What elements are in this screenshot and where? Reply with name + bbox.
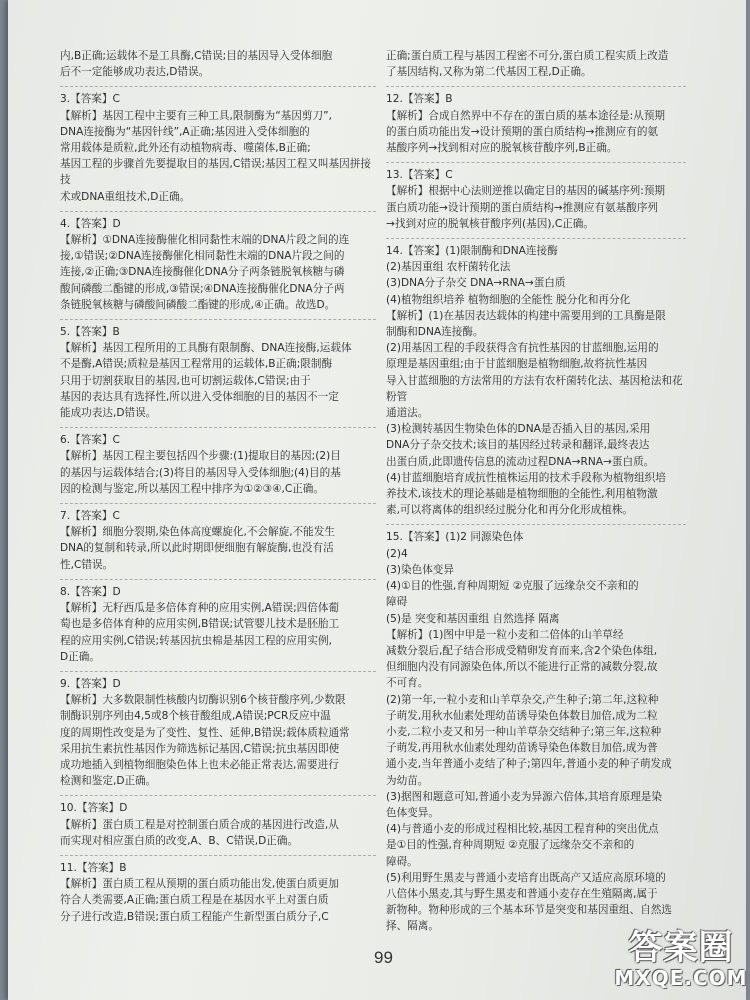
answer-line: 【解析】蛋白质工程是对控制蛋白质合成的基因进行改造,从 [60, 818, 339, 831]
answer-line: 导入甘蓝细胞的方法常用的方法有农杆菌转化法、基因枪法和花粉管 [386, 374, 683, 403]
answer-line: 【解析】基因工程中主要有三种工具,限制酶为“基因剪刀”, [60, 109, 332, 122]
answer-line: 不是酶,A错误;质粒是基因工程常用的运载体,B正确;限制酶 [60, 358, 333, 371]
answer-line: (5)是 突变和基因重组 自然选择 隔离 [386, 612, 560, 625]
answer-line: (2)用基因工程的手段获得含有抗性基因的甘蓝细胞,运用的 [386, 342, 659, 355]
answer-line: 减数分裂后,配子结合形成受精卵发育而来,含2个染色体组, [386, 644, 658, 657]
answer-line: 出蛋白质,此即遗传信息的流动过程DNA→RNA→蛋白质。 [386, 455, 655, 468]
answer-separator [60, 855, 376, 856]
answer-line: 障碍 [386, 596, 408, 609]
answer-line: (3)检测转基因生物染色体的DNA是否插入目的基因,采用 [386, 423, 651, 436]
answer-line: 色体变异。 [386, 806, 439, 819]
answer-line: 14.【答案】(1)限制酶和DNA连接酶 [386, 245, 558, 258]
answer-line: 【解析】(1)图中甲是一粒小麦和二倍体的山羊草经 [386, 628, 624, 641]
answer-separator [60, 671, 376, 672]
answer-line: 择、隔离。 [386, 920, 439, 933]
answer-line: 内,B正确;运载体不是工具酶,C错误;目的基因导入受体细胞 [60, 50, 333, 62]
answer-line: 的基因与运载体结合;(3)将目的基因导入受体细胞;(4)目的基 [60, 466, 341, 479]
watermark-logo [612, 920, 750, 1000]
answer-line: (5)利用野生黑麦与普通小麦培育出既高产又适应高原环境的 [386, 871, 666, 884]
answer-line: 13.【答案】C [386, 169, 453, 182]
answer-line: 原理是基因重组;由于甘蓝细胞是植物细胞,故将抗性基因 [386, 358, 648, 371]
answer-line: 的蛋白质功能出发→设计预期的蛋白质结构→推测应有的氨 [386, 125, 659, 138]
answer-line: 4.【答案】D [60, 217, 121, 230]
answer-separator [386, 238, 686, 239]
answer-line: 障碍。 [386, 855, 418, 868]
answer-line: 基因的表达具有选择性,所以进入受体细胞的目的基因不一定 [60, 390, 339, 403]
answer-line: 度的周期性改变是为了变性、复性、延伸,B错误;载体质粒通常 [60, 726, 350, 739]
answer-line: DNA连接酶为“基因针线”,A正确;基因进入受体细胞的 [60, 125, 310, 138]
answer-line: 3.【答案】C [60, 93, 120, 106]
answer-line: 基酸序列→找到相对应的脱氧核苷酸序列,B正确。 [386, 142, 618, 155]
answer-line: (2)第一年,一粒小麦和山羊草杂交,产生种子;第二年,这粒种 [386, 693, 659, 706]
answer-block [60, 860, 376, 925]
answer-block [386, 167, 686, 232]
answer-line: 连接,②正确;③DNA连接酶催化DNA分子两条链脱氧核糖与磷 [60, 266, 345, 279]
answer-block [60, 676, 376, 789]
answer-line: 5.【答案】B [60, 326, 120, 339]
answer-line: 分子进行改造,B错误;蛋白质工程能产生新型蛋白质分子,C [60, 910, 329, 923]
answer-line: 接,①错误;②DNA连接酶催化相同黏性末端的DNA片段之间的 [60, 250, 345, 263]
answer-line: 萄也是多倍体育种的应用实例,B错误;试管婴儿技术是胚胎工 [60, 618, 340, 631]
answer-block [386, 529, 686, 934]
answer-line: 【解析】大多数限制性核酸内切酶识别6个核苷酸序列,少数限 [60, 694, 346, 707]
answer-line: 八倍体小黑麦,其与野生黑麦和普通小麦存在生殖隔离,属于 [386, 887, 658, 900]
answer-separator [60, 579, 376, 580]
answer-line: 是①目的性强,育种周期短 ②克服了远缘杂交不亲和的 [386, 839, 635, 852]
answer-line: 【解析】无籽西瓜是多倍体育种的应用实例,A错误;四倍体葡 [60, 602, 340, 615]
answer-line: DNA的复制和转录,所以此时期即便细胞有解旋酶,也没有活 [60, 542, 334, 555]
answer-line: 【解析】蛋白质工程从预期的蛋白质功能出发,使蛋白质更加 [60, 878, 339, 891]
answer-line: 【解析】细胞分裂期,染色体高度螺旋化,不会解旋,不能发生 [60, 526, 335, 539]
answer-block [60, 216, 376, 313]
watermark-url: MXQE.COM [614, 966, 748, 990]
answer-line: 子萌发,用秋水仙素处理幼苗诱导染色体数目加倍,成为二粒 [386, 709, 658, 722]
answer-line: DNA分子杂交技术;该目的基因经过转录和翻译,最终表达 [386, 439, 650, 452]
answer-separator [60, 503, 376, 504]
right-column [386, 48, 686, 937]
answer-line: (2)基因重组 农杆菌转化法 [386, 261, 511, 274]
answer-line: (4)植物组织培养 植物细胞的全能性 脱分化和再分化 [386, 293, 631, 306]
answer-line: (2)4 [386, 547, 408, 560]
answer-line: 检测和鉴定,D正确。 [60, 775, 157, 788]
answer-line: 15.【答案】(1)2 同源染色体 [386, 531, 524, 544]
answer-line: (3)据图和题意可知,普通小麦为异源六倍体,其培育原理是染 [386, 790, 662, 803]
answer-block [386, 91, 686, 156]
answer-line: 后不一定能够成功表达,D错误。 [60, 66, 210, 79]
answer-line: 12.【答案】B [386, 93, 453, 106]
left-column [60, 48, 376, 927]
answer-line: 蛋白质功能→设计预期的蛋白质结构→推测应有氨基酸序列 [386, 201, 659, 214]
answer-line: 程的应用实例,C错误;转基因抗虫棉是基因工程的应用实例, [60, 634, 332, 647]
answer-block [60, 432, 376, 497]
answer-line: 能成功表达,D错误。 [60, 407, 157, 420]
answer-line: 养技术,该技术的理论基础是植物细胞的全能性,利用植物激 [386, 488, 658, 501]
answer-block [386, 243, 686, 518]
answer-line: (4)甘蓝细胞培育成抗性植株运用的技术手段称为植物组织培 [386, 471, 666, 484]
answer-line: 子萌发,再用秋水仙素处理幼苗诱导染色体数目加倍,成为普 [386, 742, 658, 755]
answer-line: 酸间磷酸二酯键的形成,③错误;④DNA连接酶催化DNA分子两 [60, 282, 345, 295]
answer-separator [60, 86, 376, 87]
answer-block [60, 48, 376, 80]
answer-separator [60, 319, 376, 320]
answer-line: 正确;蛋白质工程与基因工程密不可分,蛋白质工程实质上改造 [386, 50, 669, 62]
answer-line: 不可育。 [386, 677, 429, 690]
answer-line: 术或DNA重组技术,D正确。 [60, 190, 191, 203]
answer-block [60, 800, 376, 849]
answer-block [60, 508, 376, 573]
answer-line: 通小麦,当年普通小麦结了种子;第四年,普通小麦的种子萌发成 [386, 758, 672, 771]
answer-separator [386, 162, 686, 163]
answer-line: 性,C错误。 [60, 558, 114, 571]
answer-line: (3)染色体变异 [386, 563, 454, 576]
page-number: 99 [374, 948, 393, 967]
answer-line: 成功地插入到植物细胞染色体上也未必能正常表达,需要进行 [60, 758, 339, 771]
answer-line: 9.【答案】D [60, 677, 121, 690]
answer-line: 了基因结构,又称为第二代基因工程,D正确。 [386, 66, 592, 79]
answer-block [60, 91, 376, 204]
answer-block [60, 584, 376, 665]
answer-line: 常用载体是质粒,此外还有动植物病毒、噬菌体,B正确; [60, 142, 311, 155]
answer-line: 基因工程的步骤首先要提取目的基因,C错误;基因工程又叫基因拼接技 [60, 158, 371, 187]
answer-line: (4)与普通小麦的形成过程相比较,基因工程育种的突出优点 [386, 823, 659, 836]
answer-line: 8.【答案】D [60, 585, 121, 598]
answer-line: 10.【答案】D [60, 802, 128, 815]
answer-line: 制酶和DNA连接酶。 [386, 326, 484, 339]
answer-line: 采用抗生素抗性基因作为筛选标记基因,C错误;抗虫基因即使 [60, 742, 340, 755]
answer-separator [60, 427, 376, 428]
answer-line: 7.【答案】C [60, 510, 120, 523]
answer-line: 11.【答案】B [60, 861, 127, 874]
answer-line: 【解析】合成自然界中不存在的蛋白质的基本途径是:从预期 [386, 109, 666, 122]
answer-line: 【解析】(1)在基因表达载体的构建中需要用到的工具酶是限 [386, 309, 666, 322]
answer-block [60, 324, 376, 421]
answer-line: 符合人类需要,A正确;蛋白质工程是在基因水平上对蛋白质 [60, 894, 329, 907]
answer-line: 【解析】基因工程主要包括四个步骤:(1)提取目的基因;(2)目 [60, 450, 341, 463]
answer-line: 而实现对相应蛋白质的改变,A、B、C错误,D正确。 [60, 834, 299, 847]
answer-line: 只用于切割获取目的基因,也可切割运载体,C错误;由于 [60, 374, 311, 387]
watermark-title: 答案圈 [628, 928, 734, 968]
answer-separator [60, 211, 376, 212]
answer-line: 【解析】①DNA连接酶催化相同黏性末端的DNA片段之间的连 [60, 234, 350, 247]
answer-line: →找到对应的脱氧核苷酸序列(基因),C正确。 [386, 217, 594, 230]
answer-line: 新物种。物种形成的三个基本环节是突变和基因重组、自然选 [386, 904, 673, 917]
answer-line: 【解析】基因工程所用的工具酶有限制酶、DNA连接酶,运载体 [60, 342, 352, 355]
answer-line: 因的检测与鉴定,所以基因工程中排序为①②③④,C正确。 [60, 482, 324, 495]
answer-line: 条链脱氧核糖与磷酸间磷酸二酯键的形成,④正确。故选D。 [60, 298, 336, 311]
answer-line: 小麦,二粒小麦又和另一种山羊草杂交结种子;第三年,这粒种 [386, 725, 662, 738]
answer-line: 为幼苗。 [386, 774, 429, 787]
answer-line: D正确。 [60, 650, 100, 663]
document-page [8, 0, 746, 1000]
answer-line: 但细胞内没有同源染色体,所以不能进行正常的减数分裂,故 [386, 661, 658, 674]
answer-separator [386, 524, 686, 525]
answer-line: 6.【答案】C [60, 434, 120, 447]
answer-separator [386, 86, 686, 87]
answer-line: 通道法。 [386, 407, 429, 420]
answer-line: 素,可以将离体的组织经过脱分化和再分化形成植株。 [386, 504, 634, 517]
answer-line: (3)DNA分子杂交 DNA→RNA→蛋白质 [386, 277, 566, 290]
answer-line: 【解析】根据中心法则逆推以确定目的基因的碱基序列:预期 [386, 185, 666, 198]
answer-block [386, 48, 686, 80]
answer-line: (4)①目的性强,育种周期短 ②克服了远缘杂交不亲和的 [386, 580, 639, 593]
answer-separator [60, 795, 376, 796]
answer-line: 制酶识别序列由4,5或8个核苷酸组成,A错误;PCR反应中温 [60, 710, 331, 723]
